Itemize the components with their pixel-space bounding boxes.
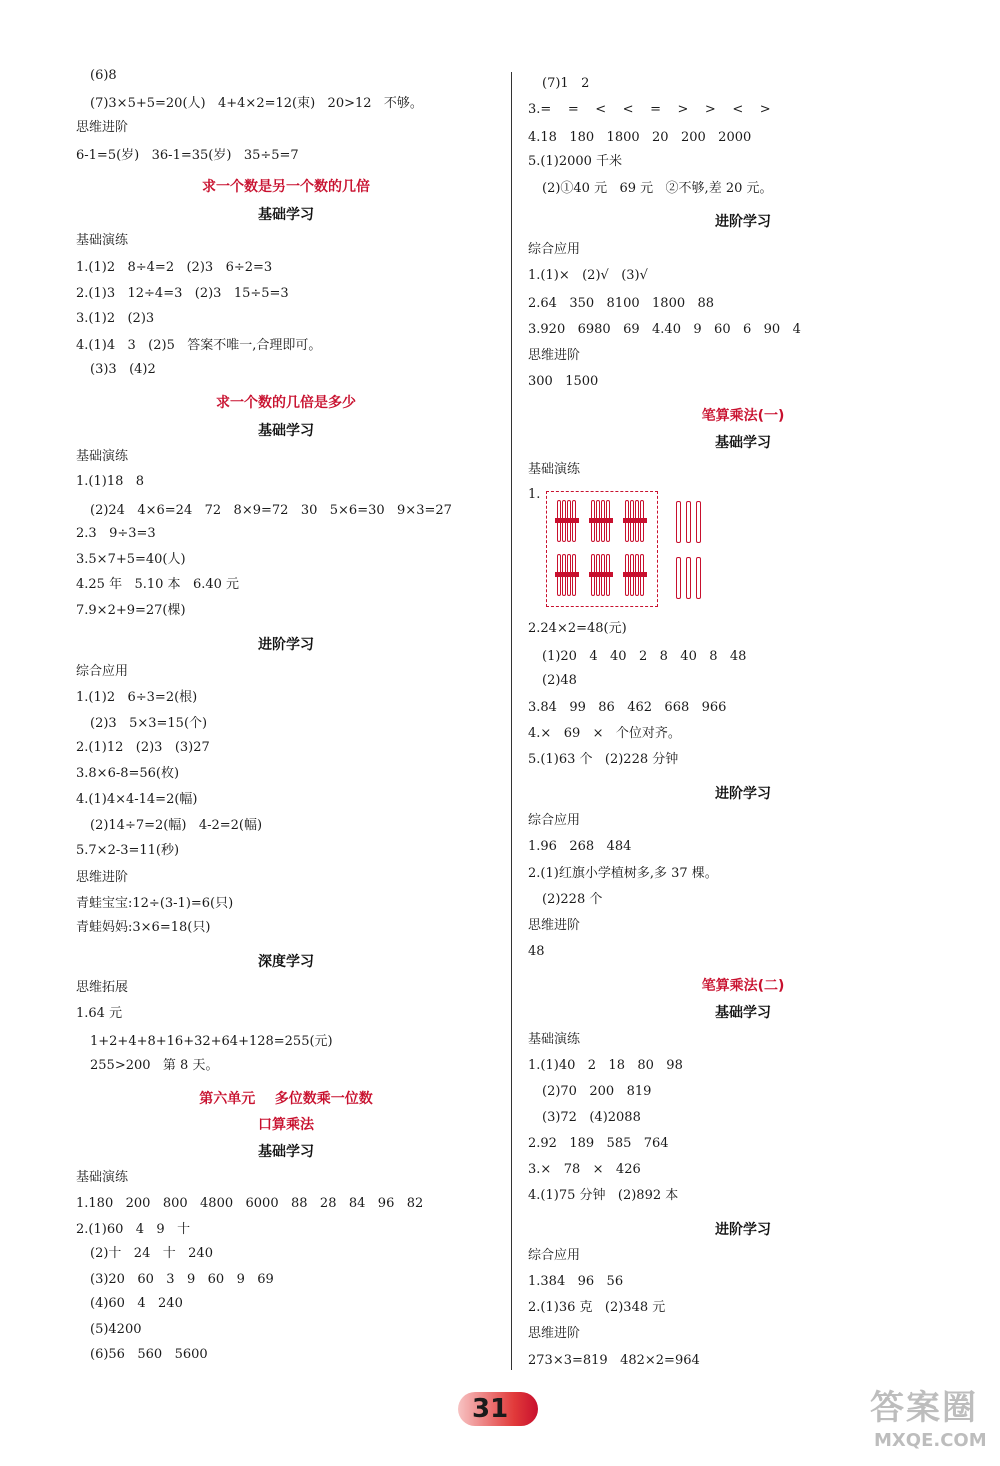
section-heading: 求一个数是另一个数的几倍 [202,179,370,195]
answer-line: 3.8×6-8=56(枚) [76,766,180,781]
page-number: 31 [472,1394,509,1424]
section-heading: 口算乘法 [258,1117,314,1133]
single-stick-icon [686,501,691,543]
answer-line: 2.(1)60 4 9 十 [76,1222,191,1237]
answer-line: 4.18 180 1800 20 200 2000 [528,130,752,145]
answer-line: 思维进阶 [76,120,129,135]
answer-line: 基础演练 [528,462,581,477]
answer-line: 3.920 6980 69 4.40 9 60 6 90 4 [528,322,801,337]
answer-line: 2.(1)3 12÷4=3 (2)3 15÷5=3 [76,286,289,301]
section-heading: 基础学习 [715,1005,771,1021]
answer-line: 3.5×7+5=40(人) [76,552,186,567]
answer-line: 5.(1)2000 千米 [528,154,623,169]
answer-line: 2.(1)36 克 (2)348 元 [528,1300,666,1315]
answer-line: 思维进阶 [528,348,581,363]
watermark-bottom: MXQE.COM [874,1430,987,1451]
stick-bundle-icon [591,554,611,596]
answer-line: (5)4200 [90,1322,142,1337]
section-heading: 基础学习 [258,207,314,223]
answer-line: 2.92 189 585 764 [528,1136,669,1151]
section-heading: 进阶学习 [715,786,771,802]
answer-line: (2)14÷7=2(幅) 4-2=2(幅) [90,818,263,833]
section-heading: 进阶学习 [715,214,771,230]
answer-line: 综合应用 [528,813,581,828]
answer-line: (1)20 4 40 2 8 40 8 48 [542,649,747,664]
answer-line: (6)8 [90,68,117,83]
section-heading: 进阶学习 [258,637,314,653]
bundles-dashed-box [546,491,658,607]
section-heading: 深度学习 [258,954,314,970]
answer-line: (4)60 4 240 [90,1296,183,1311]
stick-bundle-icon [557,554,577,596]
stick-bundle-icon [625,554,645,596]
answer-line: 6-1=5(岁) 36-1=35(岁) 35÷5=7 [76,148,299,163]
single-stick-icon [686,557,691,599]
answer-line: 1.384 96 56 [528,1274,624,1289]
watermark-top: 答案圈 [870,1388,978,1428]
column-divider [511,72,512,1370]
answer-line: 1.(1)× (2)√ (3)√ [528,268,648,283]
answer-line: (2)70 200 819 [542,1084,652,1099]
watermark-logo [870,1380,990,1460]
section-heading: 第六单元 多位数乘一位数 [199,1091,373,1107]
answer-line: 思维进阶 [528,1326,581,1341]
answer-line: (3)72 (4)2088 [542,1110,641,1125]
section-heading: 笔算乘法(一) [701,408,785,424]
stick-bundle-icon [591,500,611,542]
single-stick-icon [696,501,701,543]
answer-line: 2.24×2=48(元) [528,621,627,636]
answer-line: 3.= = < < = > > < > [528,102,771,117]
single-stick-icon [676,501,681,543]
answer-line: 青蛙宝宝:12÷(3-1)=6(只) [76,896,234,911]
answer-line: (2)①40 元 69 元 ②不够,差 20 元。 [542,181,773,196]
answer-line: (3)20 60 3 9 60 9 69 [90,1272,274,1287]
answer-line: 255>200 第 8 天。 [90,1058,219,1073]
answer-line: (6)56 560 5600 [90,1347,208,1362]
answer-line: (3)3 (4)2 [90,362,156,377]
answer-line: 1.180 200 800 4800 6000 88 28 84 96 82 [76,1196,424,1211]
answer-line: 综合应用 [528,1248,581,1263]
answer-line: (2)228 个 [542,892,603,907]
answer-line: 1.(1)2 8÷4=2 (2)3 6÷2=3 [76,260,273,275]
answer-line: 4.25 年 5.10 本 6.40 元 [76,577,240,592]
answer-line: (2)3 5×3=15(个) [90,716,208,731]
section-heading: 求一个数的几倍是多少 [216,395,356,411]
answer-line: (2)24 4×6=24 72 8×9=72 30 5×6=30 9×3=27 [90,503,452,518]
single-stick-icon [676,557,681,599]
answer-line: 4.(1)4 3 (2)5 答案不唯一,合理即可。 [76,338,322,353]
answer-line: (2)十 24 十 240 [90,1246,213,1261]
answer-line: 基础演练 [76,233,129,248]
answer-line: 4.(1)75 分钟 (2)892 本 [528,1188,679,1203]
answer-line: (2)48 [542,673,577,688]
section-heading: 基础学习 [258,1144,314,1160]
answer-line: 2.(1)红旗小学植树多,多 37 棵。 [528,866,718,881]
answer-line: 4.× 69 × 个位对齐。 [528,726,681,741]
answer-line: 5.(1)63 个 (2)228 分钟 [528,752,679,767]
answer-line: 1.(1)2 6÷3=2(根) [76,690,198,705]
answer-line: 综合应用 [528,242,581,257]
answer-line: 思维进阶 [528,918,581,933]
answer-line: (7)1 2 [542,76,590,91]
answer-line: 4.(1)4×4-14=2(幅) [76,792,198,807]
answer-line: 5.7×2-3=11(秒) [76,843,180,858]
answer-line: 1.96 268 484 [528,839,632,854]
answer-line: 3.(1)2 (2)3 [76,311,155,326]
answer-line: (7)3×5+5=20(人) 4+4×2=12(束) 20>12 不够。 [90,96,423,111]
page-number-badge [458,1392,538,1426]
section-heading: 进阶学习 [715,1222,771,1238]
answer-line: 青蛙妈妈:3×6=18(只) [76,920,211,935]
answer-line: 思维拓展 [76,980,129,995]
answer-line: 48 [528,944,545,959]
stick-bundle-icon [625,500,645,542]
answer-line: 基础演练 [76,1170,129,1185]
section-heading: 笔算乘法(二) [701,978,785,994]
answer-line: 综合应用 [76,664,129,679]
answer-line: 基础演练 [76,449,129,464]
stick-bundles-figure [546,491,746,611]
answer-line: 2.3 9÷3=3 [76,526,156,541]
answer-line: 1.(1)40 2 18 80 98 [528,1058,683,1073]
answer-line: 思维进阶 [76,870,129,885]
answer-line: 2.(1)12 (2)3 (3)27 [76,740,210,755]
answer-line: 2.64 350 8100 1800 88 [528,296,715,311]
answer-line: 7.9×2+9=27(棵) [76,603,186,618]
answer-line: 3.× 78 × 426 [528,1162,641,1177]
stick-bundle-icon [557,500,577,542]
answer-line: 1. [528,487,541,502]
section-heading: 基础学习 [258,423,314,439]
answer-line: 基础演练 [528,1032,581,1047]
answer-line: 1.64 元 [76,1006,123,1021]
answer-line: 1+2+4+8+16+32+64+128=255(元) [90,1034,333,1049]
answer-line: 273×3=819 482×2=964 [528,1353,700,1368]
single-stick-icon [696,557,701,599]
answer-line: 300 1500 [528,374,599,389]
answer-line: 3.84 99 86 462 668 966 [528,700,727,715]
section-heading: 基础学习 [715,435,771,451]
answer-line: 1.(1)18 8 [76,474,145,489]
